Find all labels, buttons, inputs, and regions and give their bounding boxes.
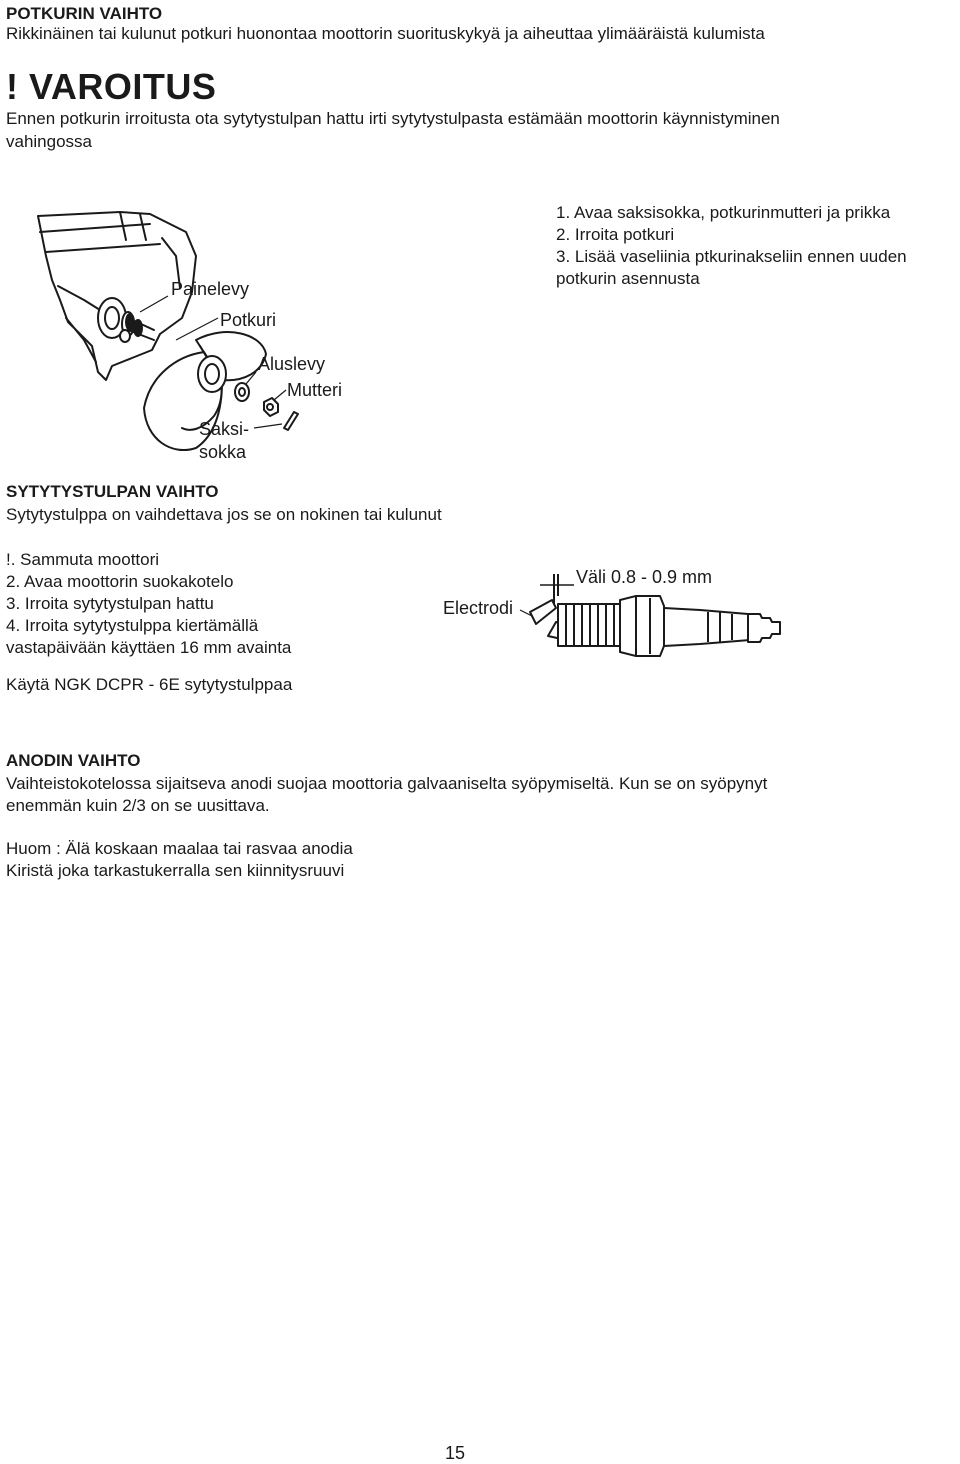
label-saksi: Saksi- bbox=[199, 419, 250, 439]
spark-heading: SYTYTYSTULPAN VAIHTO bbox=[6, 482, 219, 501]
label-gap: Väli 0.8 - 0.9 mm bbox=[576, 567, 713, 587]
warning-line-2: vahingossa bbox=[6, 132, 93, 151]
label-electrode: Electrodi bbox=[443, 598, 514, 618]
anode-note-2: Kiristä joka tarkastukerralla sen kiinnitysruuvi bbox=[6, 861, 345, 880]
propeller-step-3a: 3. Lisää vaseliinia ptkurinakseliin ennen uuden bbox=[556, 247, 907, 266]
label-aluslevy: Aluslevy bbox=[258, 354, 326, 374]
propeller-step-2: 2. Irroita potkuri bbox=[556, 225, 675, 244]
warning-line-1: Ennen potkurin irroitusta ota sytytystulpan hattu irti sytytystulpasta estämään moottorin käynnistyminen bbox=[6, 109, 780, 128]
label-sokka: sokka bbox=[199, 442, 247, 462]
spark-step-2: 2. Avaa moottorin suokakotelo bbox=[6, 572, 234, 591]
label-painelevy: Painelevy bbox=[171, 279, 250, 299]
propeller-step-1: 1. Avaa saksisokka, potkurinmutteri ja prikka bbox=[556, 203, 891, 222]
propeller-intro: Rikkinäinen tai kulunut potkuri huonontaa moottorin suorituskykyä ja aiheuttaa ylimääräistä kulumista bbox=[6, 24, 765, 43]
anode-heading: ANODIN VAIHTO bbox=[6, 751, 141, 770]
page-number: 15 bbox=[445, 1443, 466, 1463]
label-potkuri: Potkuri bbox=[220, 310, 277, 330]
spark-step-4a: 4. Irroita sytytystulppa kiertämällä bbox=[6, 616, 259, 635]
spark-intro: Sytytystulppa on vaihdettava jos se on nokinen tai kulunut bbox=[6, 505, 442, 524]
spark-step-4b: vastapäivään käyttäen 16 mm avainta bbox=[6, 638, 292, 657]
anode-line-2: enemmän kuin 2/3 on se uusittava. bbox=[6, 796, 270, 815]
propeller-step-3b: potkurin asennusta bbox=[556, 269, 700, 288]
label-mutteri: Mutteri bbox=[287, 380, 343, 400]
spark-step-1: !. Sammuta moottori bbox=[6, 550, 160, 569]
anode-note-1: Huom : Älä koskaan maalaa tai rasvaa anodia bbox=[6, 839, 353, 858]
warning-title: ! VAROITUS bbox=[6, 66, 217, 107]
anode-line-1: Vaihteistokotelossa sijaitseva anodi suojaa moottoria galvaaniselta syöpymiseltä. Kun se on syöpynyt bbox=[6, 774, 768, 793]
spark-step-3: 3. Irroita sytytystulpan hattu bbox=[6, 594, 214, 613]
spark-plug-type: Käytä NGK DCPR - 6E sytytystulppaa bbox=[6, 675, 293, 694]
propeller-heading: POTKURIN VAIHTO bbox=[6, 4, 163, 23]
